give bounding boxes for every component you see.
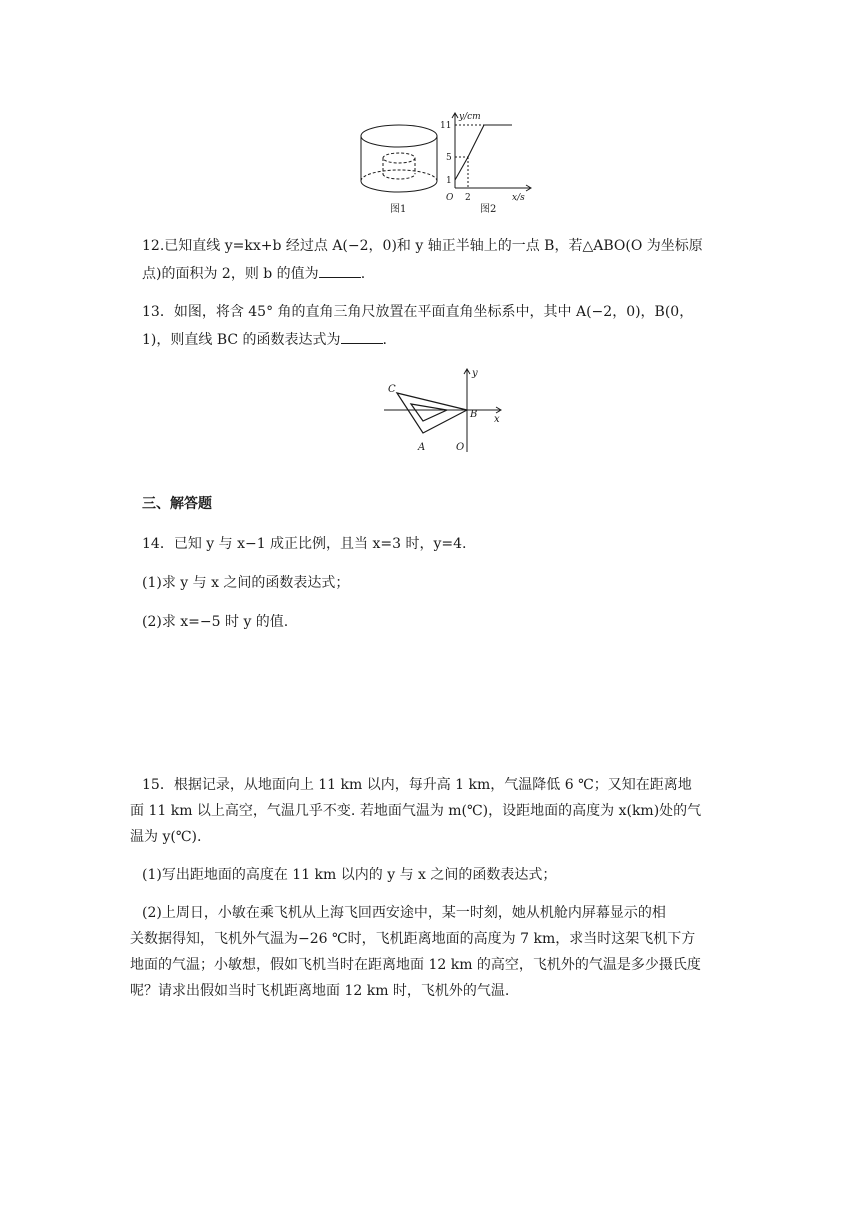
q12-line1: 12.已知直线 y=kx+b 经过点 A(−2，0)和 y 轴正半轴上的一点 B，若△ABO(O 为坐标原 xyxy=(142,238,703,254)
graph-figure xyxy=(452,113,531,191)
figure-top xyxy=(350,108,540,218)
label-b: B xyxy=(470,409,478,420)
q14-part1: (1)求 y 与 x 之间的函数表达式； xyxy=(142,575,350,591)
label-a: A xyxy=(418,442,426,453)
q15-part2-line3: 地面的气温；小敏想，假如飞机当时在距离地面 12 km 的高空，飞机外的气温是多少摄氏度 xyxy=(130,957,701,973)
triangle-ruler-outer xyxy=(397,393,467,433)
question-14 xyxy=(130,530,740,636)
y-tick-1: 1 xyxy=(446,176,452,186)
x-tick-2: 2 xyxy=(465,193,471,203)
q15-part1: (1)写出距地面的高度在 11 km 以内的 y 与 x 之间的函数表达式； xyxy=(142,867,557,883)
q13-line2 xyxy=(130,326,740,354)
q14-part2: (2)求 x=−5 时 y 的值. xyxy=(142,614,289,630)
fig2-caption: 图2 xyxy=(480,204,497,215)
q15-part2-line2: 关数据得知，飞机外气温为−26 ℃时，飞机距离地面的高度为 7 km，求当时这架飞机下方 xyxy=(130,931,696,947)
answer-blank xyxy=(319,263,361,278)
cylinder-figure xyxy=(361,125,437,192)
question-12 xyxy=(130,232,740,288)
q12-line2 xyxy=(130,260,740,288)
label-c: C xyxy=(388,384,396,395)
section-3-title: 三、解答题 xyxy=(142,496,212,512)
q15-line2: 面 11 km 以上高空，气温几乎不变. 若地面气温为 m(℃)，设距地面的高度为 x(km)处的气 xyxy=(130,803,702,819)
q14-stem: 14．已知 y 与 x−1 成正比例，且当 x=3 时，y=4. xyxy=(142,536,467,552)
question-15 xyxy=(130,772,740,1004)
fig1-caption: 图1 xyxy=(390,204,407,215)
q12-line2-text: 点)的面积为 2，则 b 的值为 xyxy=(142,266,319,282)
y-axis-label: y/cm xyxy=(459,112,481,122)
answer-blank xyxy=(341,329,383,344)
section-title xyxy=(130,490,740,518)
q13-line1: 13．如图，将含 45° 角的直角三角尺放置在平面直角坐标系中，其中 A(−2，0)，B(0， xyxy=(142,304,694,320)
x-axis-label: x/s xyxy=(512,193,525,203)
q13-line2-text: 1)，则直线 BC 的函数表达式为 xyxy=(142,332,341,348)
label-x: x xyxy=(494,414,500,425)
triangle-ruler-inner xyxy=(411,404,447,421)
y-tick-5: 5 xyxy=(446,153,452,163)
q15-line1: 15．根据记录，从地面向上 11 km 以内，每升高 1 km，气温降低 6 ℃；又知在距离地 xyxy=(142,777,692,793)
q15-line3: 温为 y(℃). xyxy=(130,829,202,845)
figure-q13 xyxy=(380,366,510,456)
label-o: O xyxy=(456,442,465,453)
q12-line2-end: . xyxy=(360,266,366,282)
origin-label: O xyxy=(446,193,454,203)
q15-part2-line4: 呢？请求出假如当时飞机距离地面 12 km 时，飞机外的气温. xyxy=(130,983,510,999)
question-13 xyxy=(130,298,740,354)
q13-line2-end: . xyxy=(382,332,387,348)
y-tick-11: 11 xyxy=(440,121,452,131)
q15-part2-line1: (2)上周日，小敏在乘飞机从上海飞回西安途中，某一时刻，她从机舱内屏幕显示的相 xyxy=(142,905,666,921)
label-y: y xyxy=(472,368,478,379)
